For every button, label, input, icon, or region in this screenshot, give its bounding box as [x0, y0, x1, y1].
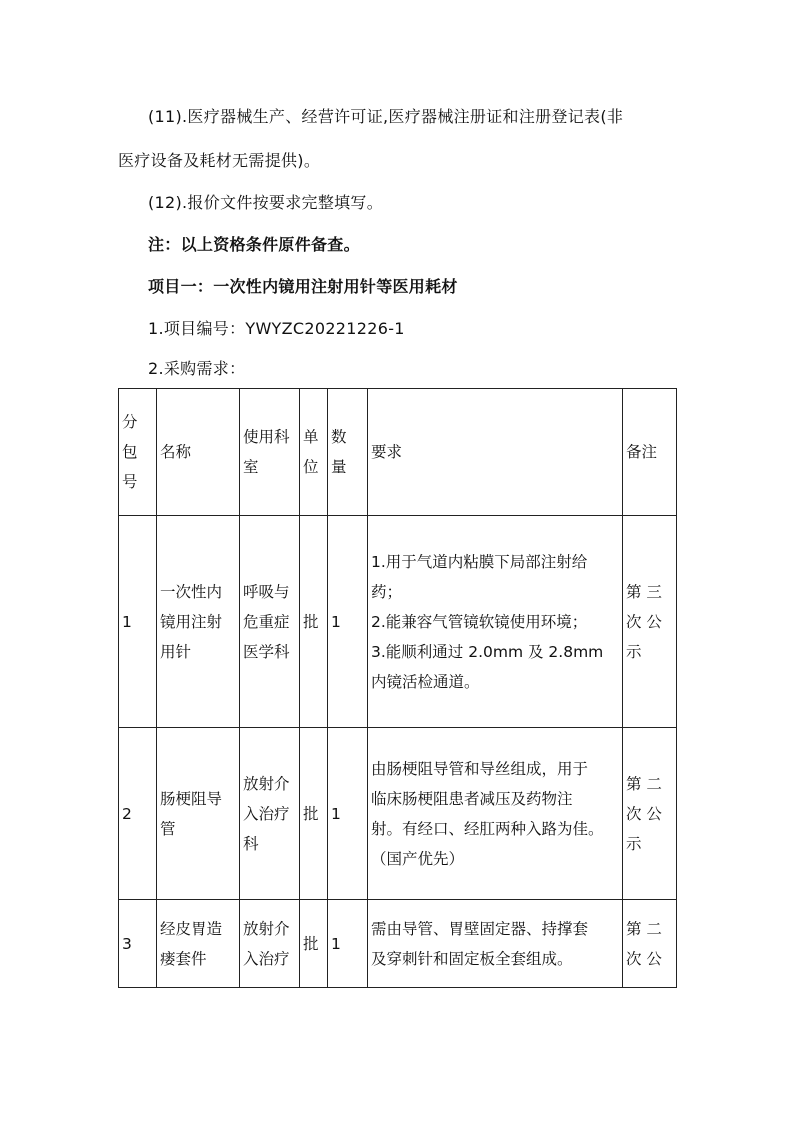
header-unit: 单 位: [300, 389, 328, 516]
header-package-no: 分 包 号: [119, 389, 157, 516]
header-name: 名称: [157, 389, 240, 516]
cell-quantity: 1: [328, 728, 368, 900]
paragraph-item-12: (12).报价文件按要求完整填写。: [148, 193, 384, 212]
cell-package-no: 2: [119, 728, 157, 900]
cell-unit: 批: [300, 900, 328, 988]
cell-package-no: 1: [119, 516, 157, 728]
table-header-row: [119, 389, 677, 516]
cell-department: 放射介 入治疗 科: [240, 728, 300, 900]
paragraph-item-11-line2: 医疗设备及耗材无需提供)。: [118, 151, 321, 170]
cell-package-no: 3: [119, 900, 157, 988]
cell-unit: 批: [300, 516, 328, 728]
cell-remark: 第 二 次 公 示: [623, 728, 677, 900]
table-row: [119, 900, 677, 988]
cell-name: 经皮胃造 瘘套件: [157, 900, 240, 988]
purchase-requirements-label: 2.采购需求：: [148, 359, 246, 378]
header-quantity: 数 量: [328, 389, 368, 516]
cell-name: 肠梗阻导 管: [157, 728, 240, 900]
cell-department: 放射介 入治疗: [240, 900, 300, 988]
requirements-table: [118, 388, 677, 988]
table-row: [119, 516, 677, 728]
cell-quantity: 1: [328, 900, 368, 988]
cell-quantity: 1: [328, 516, 368, 728]
project-title: 项目一：一次性内镜用注射用针等医用耗材: [148, 277, 458, 296]
project-number: 1.项目编号：YWYZC20221226-1: [148, 319, 405, 338]
cell-name: 一次性内 镜用注射 用针: [157, 516, 240, 728]
header-remark: 备注: [623, 389, 677, 516]
table-row: [119, 728, 677, 900]
cell-requirement: 需由导管、胃壁固定器、持撑套 及穿刺针和固定板全套组成。: [368, 900, 623, 988]
note-text: 注：以上资格条件原件备查。: [148, 235, 360, 254]
cell-remark: 第 二 次 公: [623, 900, 677, 988]
cell-requirement: 由肠梗阻导管和导丝组成，用于 临床肠梗阻患者减压及药物注 射。有经口、经肛两种入路为佳。 （国产优先）: [368, 728, 623, 900]
cell-requirement: 1.用于气道内粘膜下局部注射给 药； 2.能兼容气管镜软镜使用环境； 3.能顺利通过 2.0mm 及 2.8mm 内镜活检通道。: [368, 516, 623, 728]
cell-department: 呼吸与 危重症 医学科: [240, 516, 300, 728]
cell-unit: 批: [300, 728, 328, 900]
cell-remark: 第 三 次 公 示: [623, 516, 677, 728]
header-department: 使用科 室: [240, 389, 300, 516]
paragraph-item-11-line1: (11).医疗器械生产、经营许可证,医疗器械注册证和注册登记表(非: [148, 107, 624, 126]
header-requirement: 要求: [368, 389, 623, 516]
